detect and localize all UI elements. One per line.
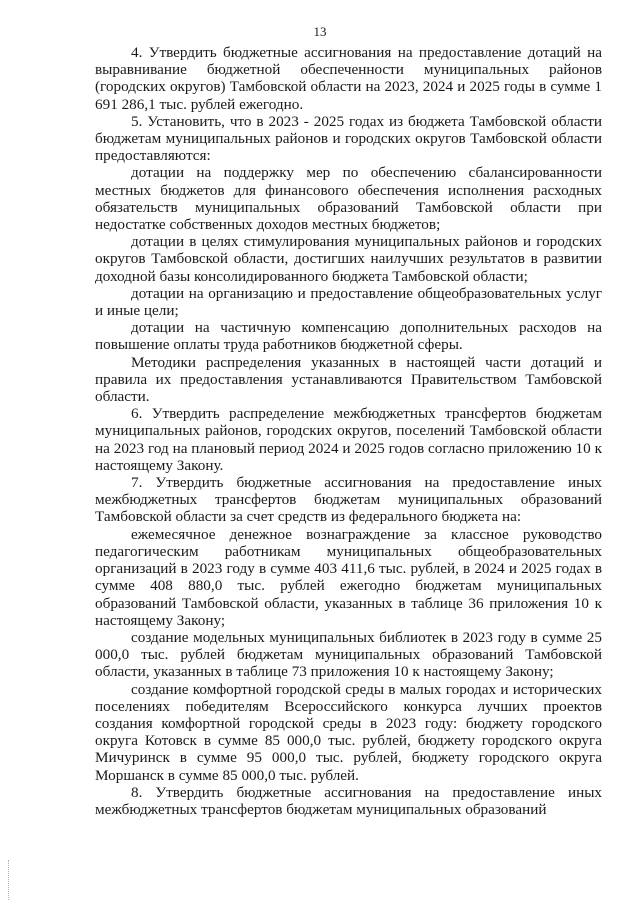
document-body (95, 44, 602, 818)
scan-edge-mark (8, 860, 11, 900)
list-item-stimulation: дотации в целях стимулирования муниципальных районов и городских округов Тамбовской области, достигших наилучших результатов в развитии доходной базы консолидированного бюджета Тамбовской области; (95, 233, 602, 285)
list-item-model-libraries: создание модельных муниципальных библиотек в 2023 году в сумме 25 000,0 тыс. рублей бюджетам муниципальных образований Тамбовской области, указанных в таблице 73 приложения 10 к настоящему Закону; (95, 628, 602, 681)
list-item-urban-environment: создание комфортной городской среды в малых городах и исторических поселениях победителям Всероссийского конкурса лучших проектов создания комфортной городской среды в 2023 году: бюджету городского округа Котовск в сумме 85 000,0 тыс. рублей, бюджету городского округа Мичуринск в сумме 95 000,0 тыс. рублей, бюджету городского округа Моршанск в сумме 85 000,0 тыс. рублей. (95, 680, 602, 784)
page-number: 13 (313, 24, 327, 39)
paragraph-6-distribution: 6. Утвердить распределение межбюджетных трансфертов бюджетам муниципальных районов, городских округов, поселений Тамбовской области на 2023 год на плановый период 2024 и 2025 годов согласно приложению 10 к настоящему Закону. (95, 405, 602, 474)
paragraph-5-establish: 5. Установить, что в 2023 - 2025 годах из бюджета Тамбовской области бюджетам муниципальных районов и городских округов Тамбовской области предоставляются: (95, 112, 602, 165)
list-item-education-services: дотации на организацию и предоставление общеобразовательных услуг и иные цели; (95, 284, 602, 320)
paragraph-8-other-transfers: 8. Утвердить бюджетные ассигнования на предоставление иных межбюджетных трансфертов бюджетам муниципальных образований (95, 783, 602, 818)
list-item-balance-support: дотации на поддержку мер по обеспечению сбалансированности местных бюджетов для финансового обеспечения исполнения расходных обязательств муниципальных образований Тамбовской области при недостатке собственных доходов местных бюджетов; (95, 164, 602, 234)
paragraph-methods: Методики распределения указанных в настоящей части дотаций и правила их предоставления устанавливаются Правительством Тамбовской области. (95, 353, 602, 406)
paragraph-4-dotations-equalization: 4. Утвердить бюджетные ассигнования на предоставление дотаций на выравнивание бюджетной обеспеченности муниципальных районов (городских округов) Тамбовской области на 2023, 2024 и 2025 годы в сумме 1 691 286,1 тыс. рублей ежегодно. (95, 44, 602, 113)
list-item-class-teacher-reward: ежемесячное денежное вознаграждение за классное руководство педагогическим работникам муниципальных общеобразовательных организаций в 2023 году в сумме 403 411,6 тыс. рублей, в 2024 и 2025 годах в сумме 408 880,0 тыс. рублей ежегодно бюджетам муниципальных образований Тамбовской области, указанных в таблице 36 приложения 10 к настоящему Закону; (95, 525, 602, 629)
paragraph-7-federal-transfers: 7. Утвердить бюджетные ассигнования на предоставление иных межбюджетных трансфертов бюджетам муниципальных образований Тамбовской области за счет средств из федерального бюджета на: (95, 474, 602, 526)
list-item-salary-compensation: дотации на частичную компенсацию дополнительных расходов на повышение оплаты труда работников бюджетной сферы. (95, 319, 602, 354)
